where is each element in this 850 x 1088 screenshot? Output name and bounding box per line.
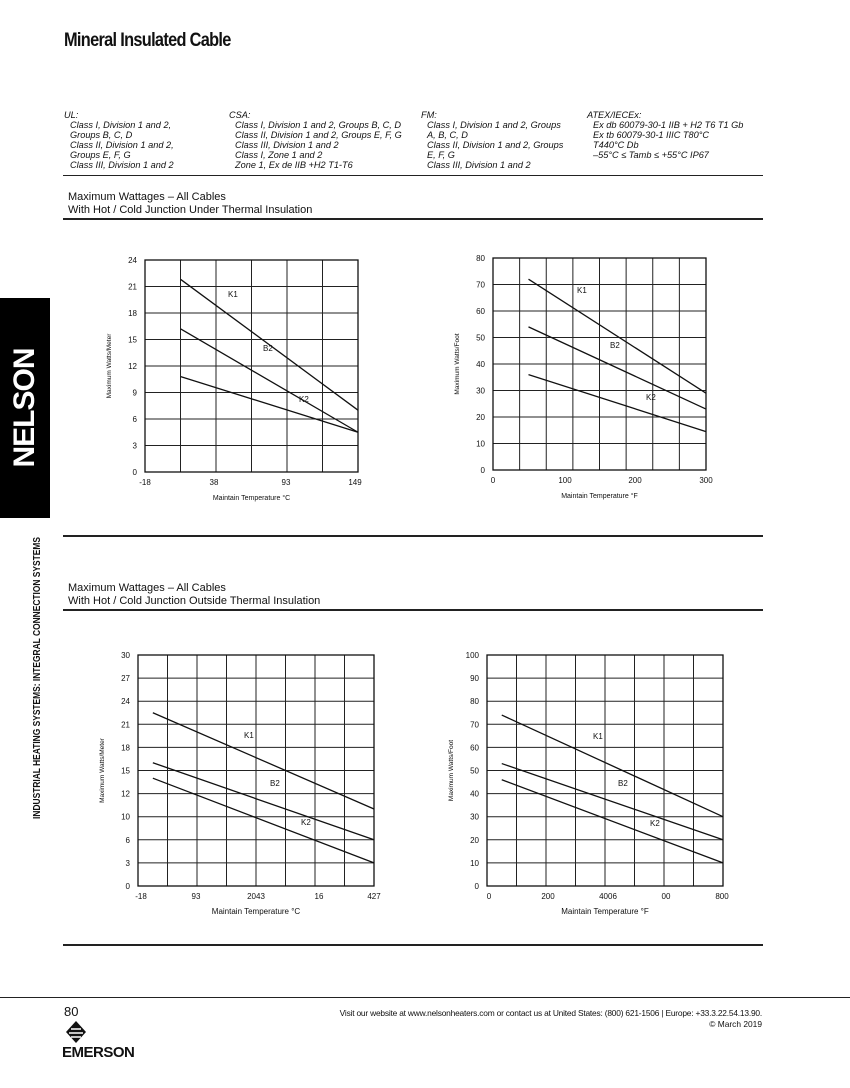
series-label-k1: K1 xyxy=(593,732,603,741)
y-tick-label: 20 xyxy=(476,413,485,422)
cert-line: Class II, Division 1 and 2, Groups E, F, G xyxy=(235,130,402,140)
cert-line: Ex tb 60079-30-1 IIIC T80°C xyxy=(593,130,710,140)
x-tick-label: 149 xyxy=(348,478,362,487)
cert-header: CSA: xyxy=(229,110,251,120)
y-tick-label: 80 xyxy=(470,697,479,707)
series-line-k2 xyxy=(153,778,374,863)
y-tick-label: 30 xyxy=(470,812,479,822)
y-axis-label: Maximum Watts/Meter xyxy=(106,333,113,399)
page-number: 80 xyxy=(64,1004,79,1019)
section-heading-line: Maximum Wattages – All Cables xyxy=(68,582,226,594)
y-tick-label: 50 xyxy=(476,333,485,343)
cert-line: Class II, Division 1 and 2, Groups xyxy=(427,140,564,150)
y-tick-label: 0 xyxy=(480,466,485,475)
series-label-k2: K2 xyxy=(650,819,660,828)
y-axis-label: Maximum Watts/Meter xyxy=(99,738,106,803)
y-tick-label: 40 xyxy=(470,789,479,799)
company-name: EMERSON xyxy=(62,1044,135,1061)
x-tick-label: 800 xyxy=(715,892,729,901)
x-tick-label: -18 xyxy=(139,478,151,487)
cert-line: T440°C Db xyxy=(593,140,639,150)
x-tick-label: 38 xyxy=(209,478,219,487)
y-tick-label: 10 xyxy=(121,812,130,822)
y-tick-label: 3 xyxy=(132,441,137,451)
x-tick-label: 200 xyxy=(541,892,555,901)
x-tick-label: 93 xyxy=(191,892,201,901)
x-tick-label: 427 xyxy=(367,892,381,901)
series-line-b2 xyxy=(153,763,374,840)
contact-info: Visit our website at www.nelsonheaters.com or contact us at United States: (800) 621-1506 | Europe: +33.3.22.54.13.90. xyxy=(339,1008,762,1018)
cert-line: A, B, C, D xyxy=(427,130,468,140)
cert-line: Class I, Division 1 and 2, xyxy=(70,120,172,130)
series-line-k2 xyxy=(502,780,723,863)
x-tick-label: 100 xyxy=(558,476,572,485)
y-tick-label: 15 xyxy=(121,766,130,776)
x-tick-label: 2043 xyxy=(247,892,265,901)
series-label-b2: B2 xyxy=(610,341,620,350)
cert-line: Groups E, F, G xyxy=(70,150,131,160)
x-tick-label: 93 xyxy=(281,478,291,487)
y-tick-label: 90 xyxy=(470,674,479,684)
y-tick-label: 70 xyxy=(470,720,479,730)
series-label-b2: B2 xyxy=(263,344,273,353)
series-label-k2: K2 xyxy=(299,395,309,404)
cert-header: UL: xyxy=(64,110,79,120)
x-tick-label: 0 xyxy=(486,892,492,901)
vertical-label-text: INDUSTRIAL HEATING SYSTEMS: INTEGRAL CONNECTION SYSTEMS xyxy=(31,537,43,819)
y-tick-label: 18 xyxy=(121,743,130,753)
x-axis-label: Maintain Temperature °C xyxy=(212,495,291,502)
x-tick-label: 300 xyxy=(699,476,713,485)
cert-header: FM: xyxy=(421,110,437,120)
section-heading-line: With Hot / Cold Junction Outside Thermal Insulation xyxy=(68,595,321,607)
x-tick-label: 0 xyxy=(490,476,496,485)
x-tick-label: 200 xyxy=(628,476,642,485)
x-axis-label: Maintain Temperature °C xyxy=(211,907,301,916)
y-tick-label: 15 xyxy=(128,335,137,345)
series-label-k2: K2 xyxy=(646,393,656,402)
y-tick-label: 21 xyxy=(128,282,137,292)
y-tick-label: 18 xyxy=(128,309,137,318)
series-line-k1 xyxy=(153,713,374,809)
y-tick-label: 50 xyxy=(470,766,479,776)
cert-line: Class I, Division 1 and 2, Groups xyxy=(427,120,561,130)
y-tick-label: 100 xyxy=(465,651,479,660)
x-tick-label: -18 xyxy=(135,892,147,901)
y-tick-label: 12 xyxy=(128,362,137,371)
series-line-k2 xyxy=(181,377,358,433)
y-tick-label: 60 xyxy=(476,307,485,316)
y-tick-label: 24 xyxy=(121,697,130,707)
y-tick-label: 6 xyxy=(132,415,137,424)
y-tick-label: 9 xyxy=(132,388,137,398)
footer-divider xyxy=(0,997,850,998)
series-label-k1: K1 xyxy=(577,286,587,295)
series-label-k1: K1 xyxy=(244,731,254,740)
x-axis-label: Maintain Temperature °F xyxy=(561,907,649,916)
y-tick-label: 0 xyxy=(125,882,130,891)
y-tick-label: 24 xyxy=(128,256,137,265)
cert-line: Class III, Division 1 and 2 xyxy=(427,160,531,170)
y-tick-label: 20 xyxy=(470,835,479,845)
cert-line: Class II, Division 1 and 2, xyxy=(70,140,174,150)
y-tick-label: 40 xyxy=(476,360,485,369)
section-heading-line: With Hot / Cold Junction Under Thermal Insulation xyxy=(68,204,313,216)
y-axis-label: Maximum Watts/Foot xyxy=(454,333,461,395)
copyright: © March 2019 xyxy=(709,1019,762,1029)
page-title: Mineral Insulated Cable xyxy=(64,30,231,51)
cert-line: E, F, G xyxy=(427,150,455,160)
y-tick-label: 60 xyxy=(470,743,479,753)
cert-header: ATEX/IECEx: xyxy=(587,110,642,120)
section-heading-line: Maximum Wattages – All Cables xyxy=(68,191,226,203)
cert-line: Class I, Zone 1 and 2 xyxy=(235,150,323,160)
y-tick-label: 30 xyxy=(476,386,485,396)
cert-line: Ex db 60079-30-1 IIB + H2 T6 T1 Gb xyxy=(593,120,744,130)
brand-name: NELSON xyxy=(8,348,41,468)
y-tick-label: 21 xyxy=(121,720,130,730)
cert-line: Groups B, C, D xyxy=(70,130,133,140)
series-label-b2: B2 xyxy=(270,779,280,788)
x-axis-label: Maintain Temperature °F xyxy=(561,493,638,500)
y-tick-label: 6 xyxy=(125,835,130,845)
y-tick-label: 3 xyxy=(125,858,130,868)
x-tick-label: 00 xyxy=(661,892,671,901)
cert-line: –55°C ≤ Tamb ≤ +55°C IP67 xyxy=(593,150,709,160)
y-tick-label: 10 xyxy=(470,858,479,868)
series-label-b2: B2 xyxy=(618,779,628,788)
cert-line: Class III, Division 1 and 2 xyxy=(235,140,339,150)
cert-line: Zone 1, Ex de IIB +H2 T1-T6 xyxy=(235,160,353,170)
x-tick-label: 16 xyxy=(314,892,324,901)
cert-line: Class I, Division 1 and 2, Groups B, C, D xyxy=(235,120,401,130)
cert-line: Class III, Division 1 and 2 xyxy=(70,160,174,170)
y-tick-label: 80 xyxy=(476,254,485,263)
y-tick-label: 70 xyxy=(476,280,485,290)
series-label-k2: K2 xyxy=(301,818,311,827)
y-tick-label: 0 xyxy=(474,882,479,891)
y-tick-label: 0 xyxy=(132,468,137,477)
series-label-k1: K1 xyxy=(228,290,238,299)
x-tick-label: 4006 xyxy=(599,892,617,901)
y-tick-label: 12 xyxy=(121,789,130,799)
y-tick-label: 10 xyxy=(476,439,485,449)
y-tick-label: 30 xyxy=(121,651,130,660)
y-tick-label: 27 xyxy=(121,674,130,684)
emerson-logo-icon xyxy=(62,1020,90,1044)
y-axis-label: Maximum Watts/Foot xyxy=(448,739,455,802)
